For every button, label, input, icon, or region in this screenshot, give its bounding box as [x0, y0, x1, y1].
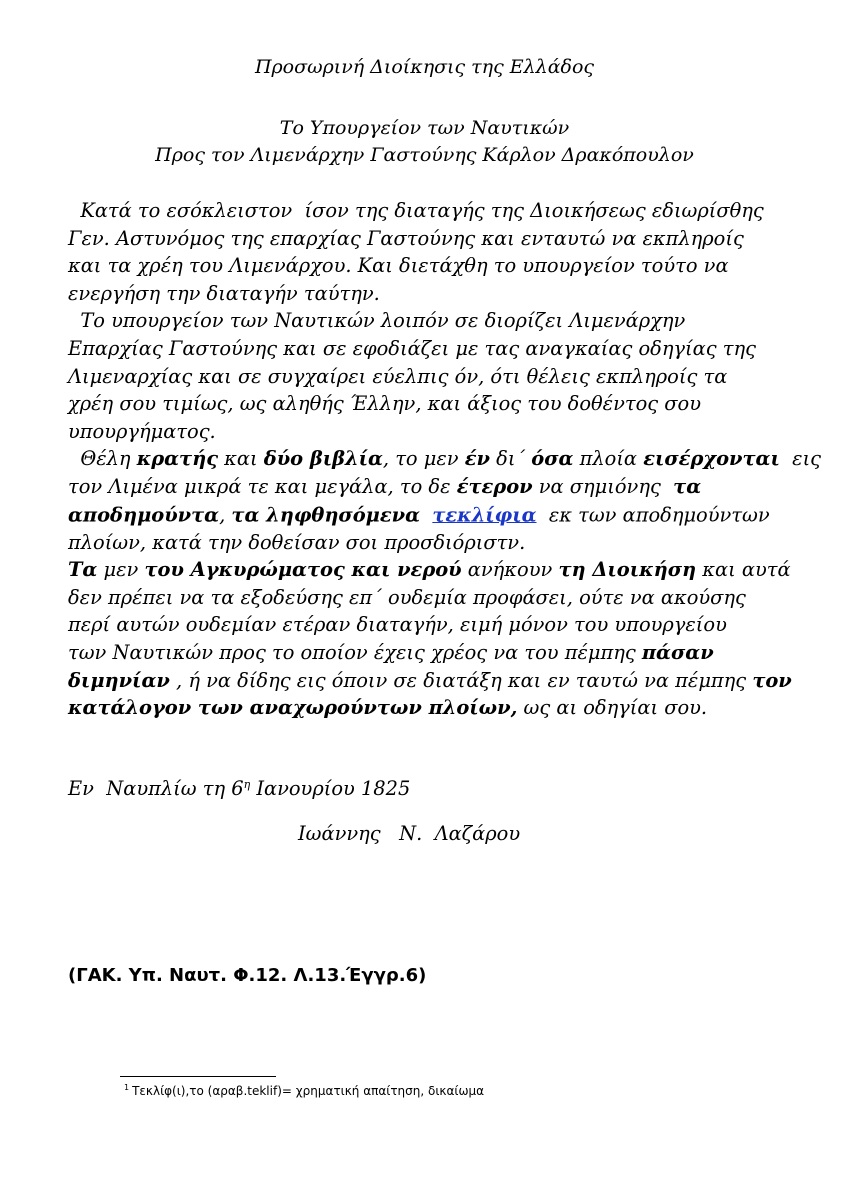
- text-line: Λιμεναρχίας και σε συγχαίρει εύελπις όν, ότι θέλεις εκπληροίς τα: [68, 364, 728, 388]
- text-line: Γεν. Αστυνόμος της επαρχίας Γαστούνης και ενταυτώ να εκπληροίς: [68, 226, 744, 250]
- text-line: Το υπουργείον των Ναυτικών λοιπόν σε διορίζει Λιμενάρχην: [68, 309, 686, 333]
- text-run: των Ναυτικών προς το οποίον έχεις χρέος να του πέμπης: [68, 640, 642, 664]
- archive-reference: (ΓΑΚ. Υπ. Ναυτ. Φ.12. Λ.13.Έγγρ.6): [68, 965, 427, 986]
- bold-run: έτερον: [456, 474, 533, 498]
- bold-run: τη Διοικήση: [558, 558, 697, 582]
- paragraph-appointment: [68, 197, 764, 307]
- text-run: εκ των αποδημούντων: [536, 503, 770, 526]
- date-text: Ιανουρίου 1825: [250, 777, 411, 800]
- dateline: [68, 772, 410, 802]
- text-run: τον Λιμένα μικρά τε και μεγάλα, το δε: [68, 474, 457, 498]
- text-run: ως αι οδηγίαι σου.: [517, 696, 708, 720]
- bold-run: αποδημούντα: [68, 503, 220, 526]
- bold-run: κρατής: [136, 447, 219, 471]
- heading-addressee: Προς τον Λιμενάρχην Γαστούνης Κάρλον Δρακόπουλον: [155, 144, 694, 166]
- text-line: Επαρχίας Γαστούνης και σε εφοδιάζει με τας αναγκαίας οδηγίας της: [68, 336, 756, 360]
- text-run: [420, 503, 432, 526]
- heading-government: Προσωρινή Διοίκησις της Ελλάδος: [254, 56, 595, 78]
- bold-run: Τα: [68, 558, 98, 582]
- text-run: , το μεν: [382, 447, 465, 471]
- bold-run: τον: [752, 668, 792, 692]
- bold-run: πάσαν: [641, 640, 714, 664]
- bold-run: εισέρχονται: [643, 447, 780, 471]
- text-run: πλοίων, κατά την δοθείσαν σοι προσδιόριστν.: [68, 530, 526, 554]
- bold-run: του Αγκυρώματος και νερού: [144, 558, 462, 582]
- text-run: ,: [219, 503, 232, 526]
- text-run: και αυτά: [696, 558, 791, 582]
- text-run: πλοία: [573, 447, 644, 471]
- signature: Ιωάννης Ν. Λαζάρου: [298, 822, 521, 845]
- text-line: ενεργήση την διαταγήν ταύτην.: [68, 281, 380, 305]
- bold-run: δύο βιβλία: [263, 447, 383, 471]
- teklifia-footnote-link[interactable]: τεκλίφια: [432, 503, 537, 526]
- date-text: Εν Ναυπλίω τη 6: [68, 777, 244, 800]
- text-line: Κατά το εσόκλειστον ίσον της διαταγής της Διοικήσεως εδιωρίσθης: [68, 199, 764, 222]
- date-ordinal: η: [243, 778, 251, 791]
- bold-run: όσα: [531, 447, 574, 471]
- text-run: Θέλη: [68, 447, 137, 471]
- text-run: και: [218, 447, 264, 471]
- letter-body: [68, 197, 822, 722]
- paragraph-provisions: [68, 556, 792, 722]
- bold-run: τα: [673, 474, 702, 498]
- text-run: ανήκουν: [461, 558, 559, 582]
- bold-run: έν: [464, 447, 490, 471]
- footnote-separator: [120, 1076, 276, 1077]
- paragraph-registers: [68, 445, 822, 556]
- text-line: χρέη σου τιμίως, ως αληθής Έλλην, και άξιος του δοθέντος σου: [68, 392, 701, 416]
- text-run: δεν πρέπει να τα εξοδεύσης επ΄ ουδεμία προφάσει, ούτε να ακούσης: [68, 585, 746, 609]
- bold-run: κατάλογον των αναχωρούντων πλοίων,: [68, 696, 518, 720]
- text-run: μεν: [97, 558, 145, 582]
- heading-ministry: Το Υπουργείον των Ναυτικών: [279, 117, 570, 139]
- text-run: να σημιόνης: [532, 474, 674, 498]
- text-run: , ή να δίδης εις όποιν σε διατάξη και εν ταυτώ να πέμπης: [169, 668, 753, 692]
- text-line: και τα χρέη του Λιμενάρχου. Και διετάχθη το υπουργείον τούτο να: [68, 254, 729, 278]
- footnote: [124, 1083, 484, 1098]
- text-run: δι΄: [489, 447, 532, 471]
- text-line: υπουργήματος.: [68, 419, 216, 443]
- paragraph-orders: [68, 307, 756, 445]
- bold-run: διμηνίαν: [68, 668, 170, 692]
- footnote-number: 1: [124, 1083, 130, 1092]
- footnote-text: Τεκλίφ(ι),το (αραβ.teklif)= χρηματική απαίτηση, δικαίωμα: [132, 1084, 485, 1098]
- bold-run: τα ληφθησόμενα: [231, 503, 420, 526]
- text-run: εις: [779, 447, 822, 471]
- text-run: περί αυτών ουδεμίαν ετέραν διαταγήν, ειμή μόνον του υπουργείου: [68, 613, 727, 637]
